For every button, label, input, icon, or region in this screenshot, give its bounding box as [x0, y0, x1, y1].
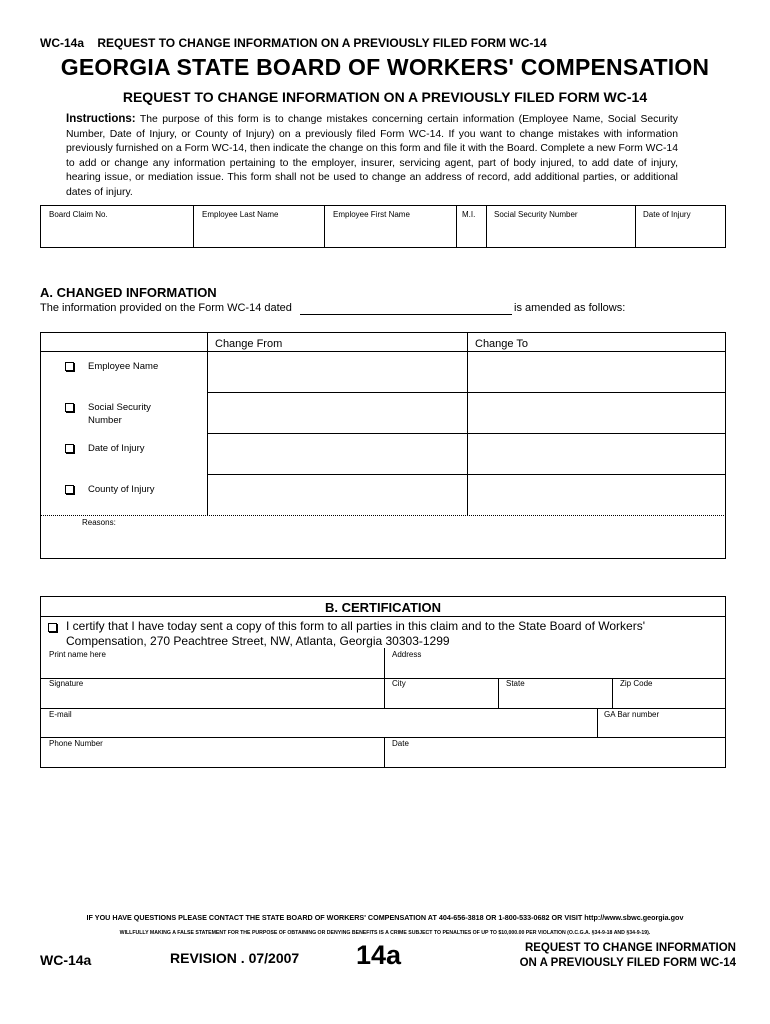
form-code-line: WC-14a REQUEST TO CHANGE INFORMATION ON A PREVIOUSLY FILED FORM WC-14: [40, 36, 547, 50]
change-to-header: Change To: [475, 338, 529, 350]
county-of-injury-label: County of Injury: [88, 484, 155, 495]
revision-label: REVISION . 07/2007: [170, 950, 300, 966]
false-statement-warning: WILLFULLY MAKING A FALSE STATEMENT FOR THE PURPOSE OF OBTAINING OR DENYING BENEFITS IS A CRIME SUBJECT TO PENALTIES OF UP TO $10,000.00 PER VIOLATION (O.C.G.A. §34-9-18 AND §34-9-19).: [119, 930, 651, 936]
footer-form-title: [480, 941, 736, 971]
employee-last-name-field[interactable]: Employee Last Name: [202, 210, 279, 219]
footer-title-line-1: REQUEST TO CHANGE INFORMATION: [524, 942, 736, 954]
date-field[interactable]: Date: [392, 739, 409, 748]
date-of-injury-field[interactable]: Date of Injury: [643, 210, 691, 219]
employee-first-name-field[interactable]: Employee First Name: [333, 210, 410, 219]
middle-initial-field[interactable]: M.I.: [462, 210, 476, 219]
footer-form-code: WC-14a: [40, 952, 92, 968]
change-from-header: Change From: [215, 338, 283, 350]
county-of-injury-checkbox[interactable]: [65, 485, 74, 494]
contact-notice: IF YOU HAVE QUESTIONS PLEASE CONTACT THE STATE BOARD OF WORKERS' COMPENSATION AT 404-656-3818 OR 1-800-533-0682 OR VISIT http://www.sbwc.georgia.gov: [86, 913, 684, 922]
page-subtitle: REQUEST TO CHANGE INFORMATION ON A PREVIOUSLY FILED FORM WC-14: [122, 89, 648, 105]
amended-line: [40, 302, 730, 314]
employee-name-label: Employee Name: [88, 361, 159, 372]
state-field[interactable]: State: [506, 679, 525, 688]
ssn-field[interactable]: Social Security Number: [494, 210, 578, 219]
big-form-code: 14a: [356, 940, 402, 970]
instructions-label: Instructions:: [66, 113, 136, 125]
board-claim-no-field[interactable]: Board Claim No.: [49, 210, 108, 219]
section-a-title: A. CHANGED INFORMATION: [40, 285, 217, 300]
date-of-injury-checkbox[interactable]: [65, 444, 74, 453]
ga-bar-number-field[interactable]: GA Bar number: [604, 710, 660, 719]
certify-checkbox[interactable]: [48, 623, 57, 632]
instructions-text: The purpose of this form is to change mistakes concerning certain information (Employee Name, Social Security Number, Date of Injury, or County of Injury) on a previously filed Form WC-14. If you want to change mistakes with information previously furnished on a Form WC-14, then indicate the change on this form and file it with the Board. Complete a new Form WC-14 to add or change any information pertaining to the employer, insurer, servicing agent, part of body injured, to add date of injury, hearing issue, or mediation issue. This form shall not be used to change an address of record, add additional parties, or additional dates of injury.: [66, 114, 678, 198]
footer-title-line-2: ON A PREVIOUSLY FILED FORM WC-14: [519, 957, 736, 969]
instructions: [66, 112, 678, 201]
date-of-injury-label: Date of Injury: [88, 443, 145, 454]
page-title: GEORGIA STATE BOARD OF WORKERS' COMPENSATION: [60, 54, 710, 80]
signature-field[interactable]: Signature: [49, 679, 84, 688]
print-name-field[interactable]: Print name here: [49, 650, 106, 659]
email-field[interactable]: E-mail: [49, 710, 72, 719]
ssn-checkbox[interactable]: [65, 403, 74, 412]
amended-line-suffix: is amended as follows:: [514, 302, 626, 314]
certification-text: I certify that I have today sent a copy of this form to all parties in this claim and to the State Board of Workers' Compensation, 270 Peachtree Street, NW, Atlanta, Georgia 30303-1299: [66, 619, 646, 648]
city-field[interactable]: City: [392, 679, 406, 688]
section-b-title: B. CERTIFICATION: [324, 600, 442, 615]
employee-name-checkbox[interactable]: [65, 362, 74, 371]
ssn-label: Social Security Number: [88, 402, 151, 426]
wc14-dated-input[interactable]: [300, 314, 512, 315]
amended-line-prefix: The information provided on the Form WC-14 dated: [40, 302, 292, 314]
address-field[interactable]: Address: [392, 650, 422, 659]
phone-number-field[interactable]: Phone Number: [49, 739, 103, 748]
zip-code-field[interactable]: Zip Code: [620, 679, 653, 688]
reasons-field[interactable]: Reasons:: [82, 518, 116, 527]
